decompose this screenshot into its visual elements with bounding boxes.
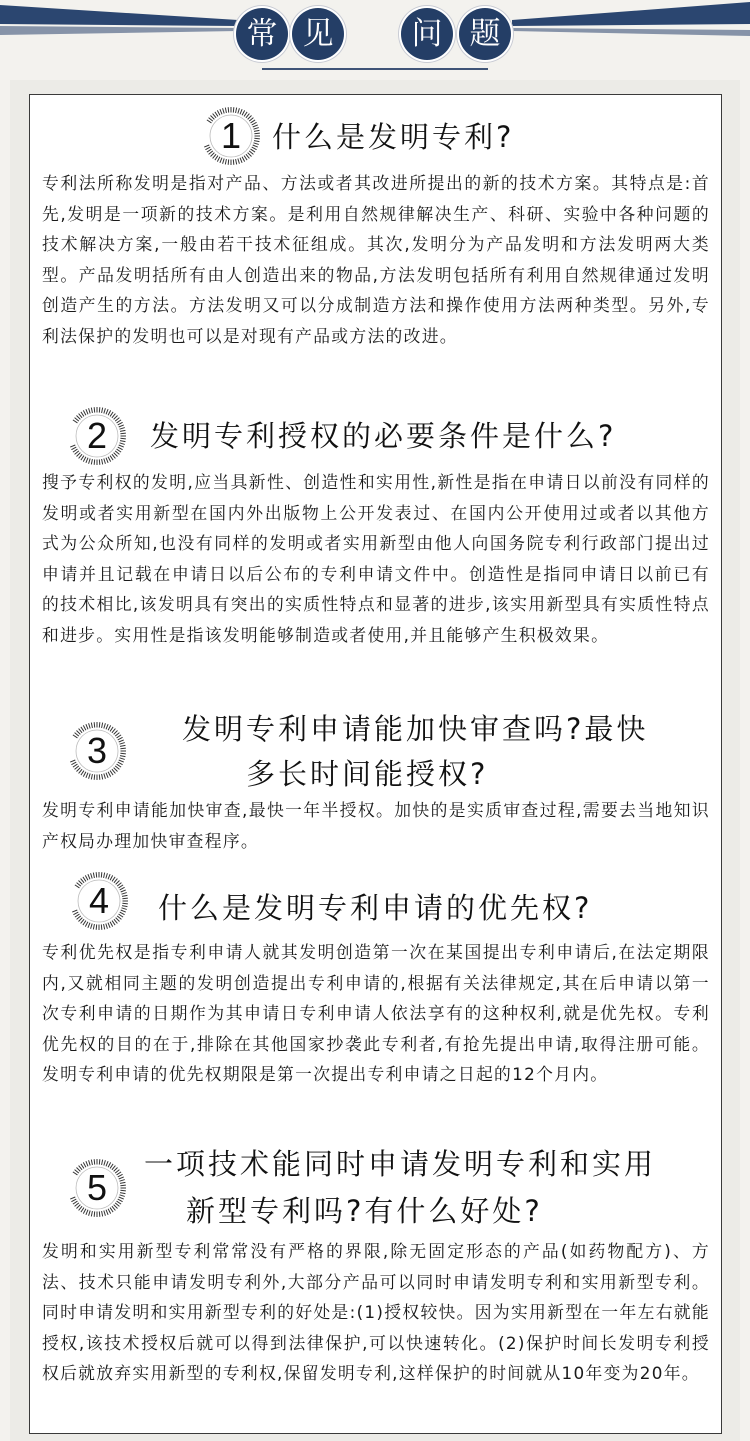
title-underline — [262, 68, 488, 70]
answer-text-2: 搜予专利权的发明,应当具新性、创造性和实用性,新性是指在申请日以前没有同样的发明或者实用新型在国内外出版物上公开发表过、在国内公开使用过或者以其他方式为公众所知,也没有同样的发明或者实用新型由他人向国务院专利行政部门提出过申请并且记载在申请日以后公布的专利申请文件中。创造性是指同申请日以前已有的技术相比,该发明具有突出的实质性特点和显著的进步,该实用新型具有实质性特点和进步。实用性是指该发明能够制造或者使用,并且能够产生积极效果。 — [42, 472, 710, 645]
question-title-2: 发明专利授权的必要条件是什么? — [150, 419, 617, 453]
title-char-1: 常 — [236, 8, 288, 60]
question-title-1: 什么是发明专利? — [272, 120, 515, 154]
header-banner — [0, 0, 750, 82]
badge-number: 3 — [86, 730, 108, 771]
question-title-5-line-1: 一项技术能同时申请发明专利和实用 — [144, 1147, 657, 1181]
badge-number: 2 — [86, 415, 108, 456]
title-char-3: 问 — [401, 8, 453, 60]
badge-number: 5 — [86, 1167, 108, 1208]
number-badge-4 — [68, 870, 130, 932]
badge-number: 1 — [220, 115, 242, 156]
answer-text-4: 专利优先权是指专利申请人就其发明创造第一次在某国提出专利申请后,在法定期限内,又就相同主题的发明创造提出专利申请的,根据有关法律规定,其在后申请以第一次专利申请的日期作为其申请日专利申请人依法享有的这种权利,就是优先权。专利优先权的目的在于,排除在其他国家抄袭此专利者,有抢先提出申请,取得注册可能。发明专利申请的优先权期限是第一次提出专利申请之日起的12个月内。 — [42, 942, 710, 1084]
number-badge-2 — [66, 405, 128, 467]
number-badge-1 — [200, 105, 262, 167]
answer-text-5: 发明和实用新型专利常常没有严格的界限,除无固定形态的产品(如药物配方)、方法、技术只能申请发明专利外,大部分产品可以同时申请发明专利和实用新型专利。同时申请发明和实用新型专利的好处是:(1)授权较快。因为实用新型在一年左右就能授权,该技术授权后就可以得到法律保护,可以快速转化。(2)保护时间长发明专利授权后就放弃实用新型的专利权,保留发明专利,这样保护的时间就从10年变为20年。 — [42, 1241, 710, 1383]
question-title-3-line-1: 发明专利申请能加快审查吗?最快 — [182, 712, 649, 746]
title-char-4: 题 — [459, 8, 511, 60]
question-title-5-line-2: 新型专利吗?有什么好处? — [186, 1194, 543, 1228]
title-char-2: 见 — [292, 8, 344, 60]
number-badge-5 — [66, 1157, 128, 1219]
number-badge-3 — [66, 720, 128, 782]
question-title-4: 什么是发明专利申请的优先权? — [158, 891, 593, 925]
question-title-3-line-2: 多长时间能授权? — [246, 757, 489, 791]
badge-number: 4 — [88, 880, 110, 921]
answer-text-3: 发明专利申请能加快审查,最快一年半授权。加快的是实质审查过程,需要去当地知识产权局办理加快审查程序。 — [42, 800, 710, 851]
answer-text-1: 专利法所称发明是指对产品、方法或者其改进所提出的新的技术方案。其特点是:首先,发明是一项新的技术方案。是利用自然规律解决生产、科研、实验中各种问题的技术解决方案,一般由若干技术征组成。其次,发明分为产品发明和方法发明两大类型。产品发明括所有由人创造出来的物品,方法发明包括所有利用自然规律通过发明创造产生的方法。方法发明又可以分成制造方法和操作使用方法两种类型。另外,专利法保护的发明也可以是对现有产品或方法的改进。 — [42, 173, 710, 346]
